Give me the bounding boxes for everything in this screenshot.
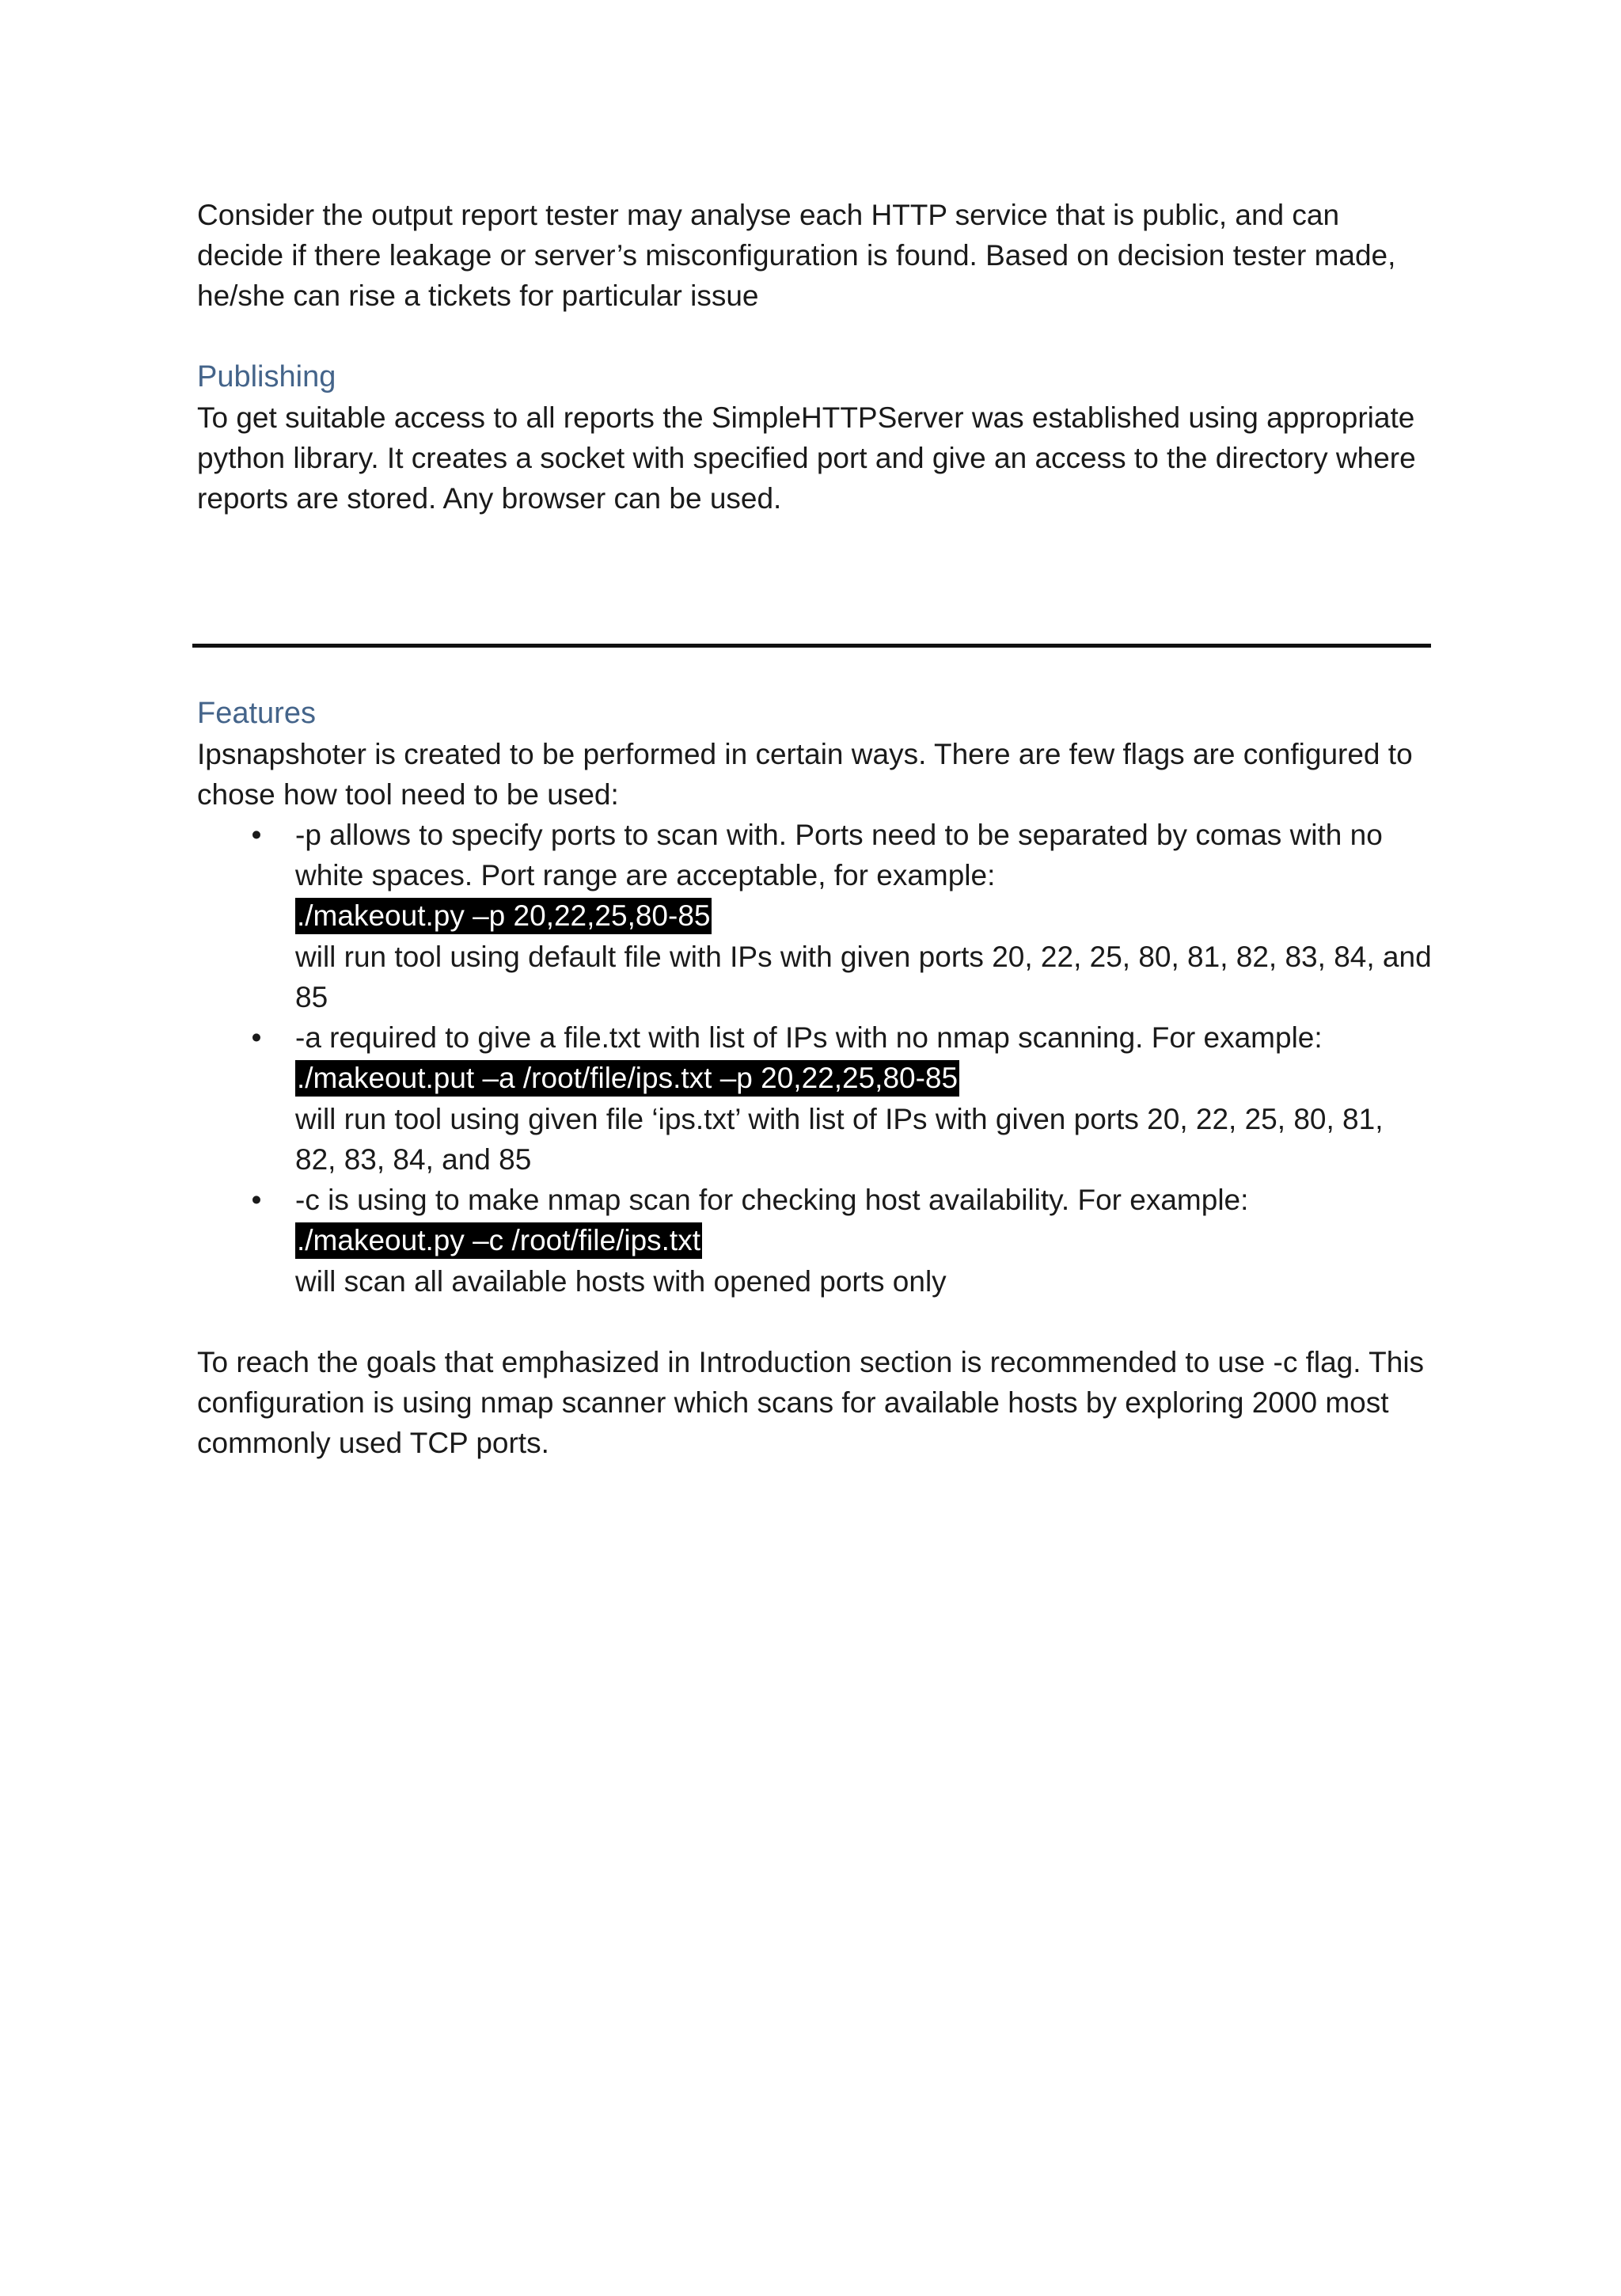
spacer (197, 1302, 1432, 1342)
closing-paragraph: To reach the goals that emphasized in Introduction section is recommended to use -c flag. This configuration is using nmap scanner which scans for available hosts by exploring 2000 most commonly used TCP ports. (197, 1346, 1425, 1459)
flag-description: -a required to give a file.txt with list of IPs with no nmap scanning. For example: (295, 1021, 1323, 1054)
spacer (197, 316, 1432, 357)
intro-paragraph: Consider the output report tester may analyse each HTTP service that is public, and can decide if there leakage or server’s misconfiguration is found. Based on decision tester made, he/she can rise a tickets for particular issue (197, 199, 1396, 312)
top-section (197, 195, 1432, 519)
list-item-p-flag (197, 815, 1432, 1017)
horizontal-divider (192, 644, 1431, 648)
flag-description: -p allows to specify ports to scan with. Ports need to be separated by comas with no white spaces. Port range are acceptable, for example: (295, 819, 1383, 891)
flags-list (197, 815, 1432, 1302)
code-example: ./makeout.py –c /root/file/ips.txt (295, 1222, 702, 1259)
bullet-icon: • (251, 819, 262, 851)
publishing-heading: Publishing (197, 360, 336, 393)
features-intro: Ipsnapshoter is created to be performed in certain ways. There are few flags are configured to chose how tool need to be used: (197, 738, 1413, 811)
flag-result: will run tool using given file ‘ips.txt’ with list of IPs with given ports 20, 22, 25, 80, 81, 82, 83, 84, and 85 (295, 1103, 1384, 1176)
features-heading: Features (197, 697, 316, 730)
code-example: ./makeout.put –a /root/file/ips.txt –p 20,22,25,80-85 (295, 1060, 959, 1097)
code-example: ./makeout.py –p 20,22,25,80-85 (295, 898, 712, 934)
list-item-c-flag (197, 1180, 1432, 1302)
flag-result: will run tool using default file with IPs with given ports 20, 22, 25, 80, 81, 82, 83, 84, and 85 (295, 941, 1432, 1013)
flag-result: will scan all available hosts with opened ports only (295, 1265, 947, 1298)
bullet-icon: • (251, 1021, 262, 1054)
list-item-a-flag (197, 1017, 1432, 1180)
flag-description: -c is using to make nmap scan for checking host availability. For example: (295, 1184, 1249, 1216)
features-section (197, 694, 1432, 1463)
publishing-paragraph: To get suitable access to all reports the SimpleHTTPServer was established using appropriate python library. It creates a socket with specified port and give an access to the directory where reports are stored. Any browser can be used. (197, 401, 1416, 515)
bullet-icon: • (251, 1184, 262, 1216)
